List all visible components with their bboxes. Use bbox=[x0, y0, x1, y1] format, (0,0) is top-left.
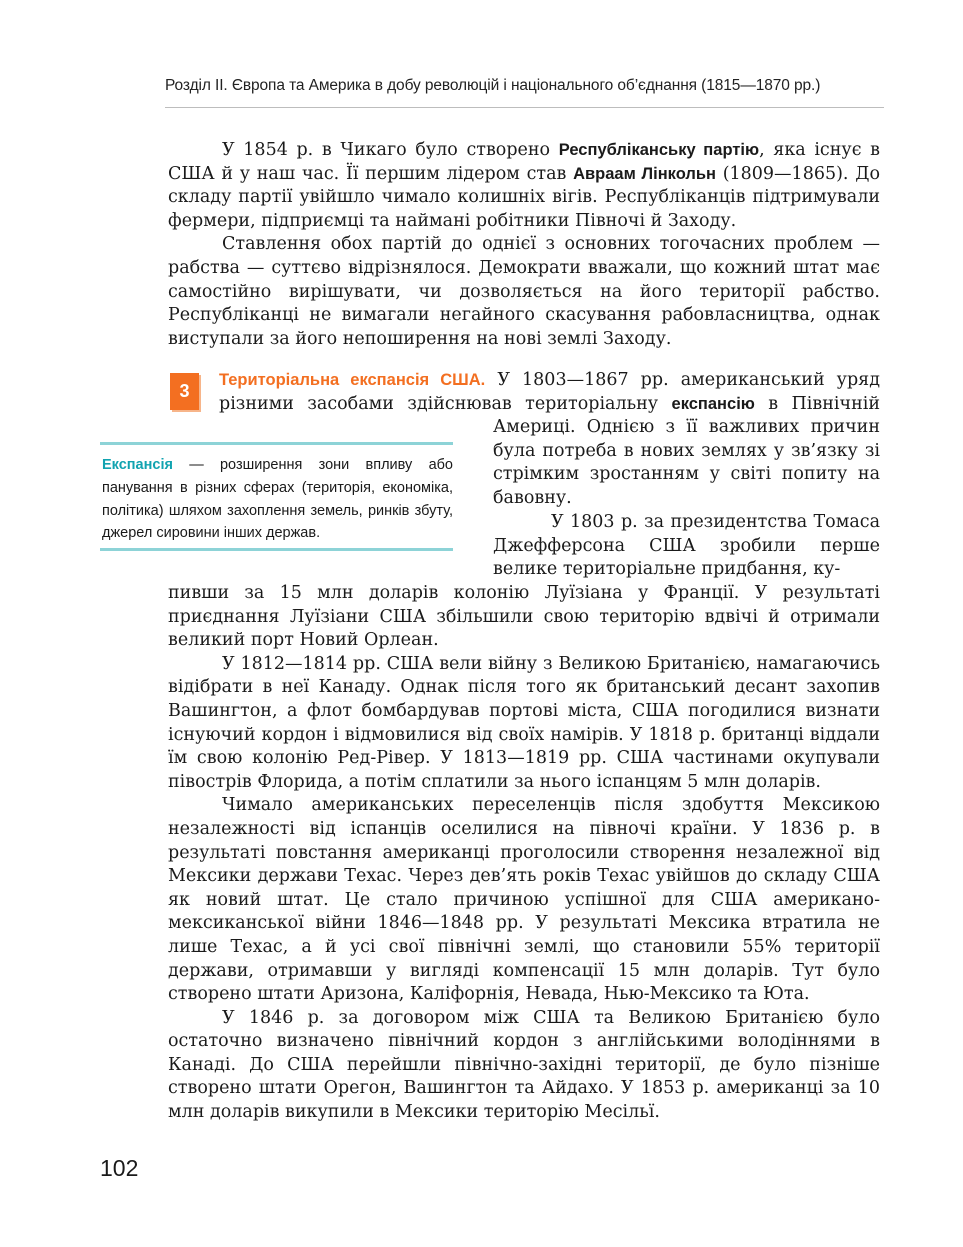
definition-box bbox=[100, 442, 453, 551]
running-header: Розділ II. Європа та Америка в добу революцій і національного об’єднання (1815—1870 рр.) bbox=[165, 77, 821, 94]
section-number-badge: 3 bbox=[170, 373, 199, 410]
page-number: 102 bbox=[100, 1155, 139, 1181]
section-lead-column: Америці. Однією з її важливих причин була потреба в нових землях у зв’язку зі стрімким зростанням у світі попиту на бавовну. bbox=[493, 417, 880, 508]
louisiana-paragraph-start: У 1803 р. за президентства Томаса Джефферсона США зробили перше велике територіальне придбання, ку- bbox=[493, 512, 880, 580]
bold-term-republican-party: Республіканську партію bbox=[558, 141, 760, 159]
intro-paragraph-1: У 1854 р. в Чикаго було створено Республіканську партію, яка існує в США й у наш час. Її першим лідером став Авраам Лінкольн (1809—1865). До складу партії увійшло чимало колишніх вігів. Республіканців підтримували фермери, підприємці та наймані робітники Півночі й Заходу. bbox=[168, 140, 881, 231]
section-title: Територіальна експансія США. bbox=[219, 371, 486, 389]
definition-text: Експансія — розширення зони впливу або панування в різних сферах (територія, економіка, політика) шляхом захоплення земель, ринків збуту, джерел сировини інших держав. bbox=[102, 457, 453, 542]
louisiana-paragraph-end: пивши за 15 млн доларів колонію Луїзіана у Франції. У результаті приєднання Луїзіани США збільшили свою територію вдвічі й отримали великий порт Новий Орлеан. bbox=[168, 583, 880, 651]
intro-text bbox=[168, 139, 880, 351]
main-text bbox=[168, 582, 880, 1125]
texas-paragraph: Чимало американських переселенців після здобуття Мексикою незалежності від іспанців оселилися на півночі країни. У 1836 р. в результаті повстання американці проголосили створення незалежної від Мексики держави Техас. Через дев’ять років Техас увійшов до складу США як новий штат. Це стало причиною успішної для США американо-мексиканської війни 1846—1848 рр. У результаті Мексика втратила не лише Техас, а й усі свої північні землі, що становили 55% території держави, отримавши у вигляді компенсації 15 млн доларів. Тут було створено штати Аризона, Каліфорнія, Невада, Нью-Мексико та Юта. bbox=[168, 795, 880, 1005]
oregon-paragraph: У 1846 р. за договором між США та Великою Британією було остаточно визначено північний кордон з англійськими володіннями в Канаді. До США перейшли північно-західні території, де було пізніше створено штати Орегон, Вашингтон та Айдахо. У 1853 р. американці за 10 млн доларів викупили в Мексики територію Месільї. bbox=[168, 1007, 880, 1123]
header-rule bbox=[165, 107, 884, 108]
definition-term: Експансія bbox=[102, 457, 173, 473]
britain-paragraph: У 1812—1814 рр. США вели війну з Великою Британією, намагаючись відібрати в неї Канаду. Однак після того як британський десант захопив Вашингтон, а флот бомбардував портові міста, США погодилися визнати існуючий кордон і відмовилися від своїх намірів. У 1818 р. британці віддали їм свою колонію Ред-Рівер. У 1813—1819 рр. США частинами окупували півострів Флорида, а потім сплатили за нього іспанцям 5 млн доларів. bbox=[168, 653, 880, 792]
intro-paragraph-2: Ставлення обох партій до однієї з основних тогочасних проблем — рабства — суттєво відрізнялося. Демократи вважали, що кожний штат має самостійно вирішувати, чи дозволяється на його території рабство. Республіканці не вимагали негайного скасування рабовласництва, однак виступали за його непоширення на нові землі Заходу. bbox=[168, 234, 880, 349]
bold-term-lincoln: Авраам Лінкольн bbox=[573, 164, 716, 183]
section-lead: Територіальна експансія США. У 1803—1867 рр. американський уряд різними засобами здійснював територіальну експансію в Північній bbox=[219, 370, 880, 414]
bold-term-expansion: експансію bbox=[671, 394, 755, 413]
